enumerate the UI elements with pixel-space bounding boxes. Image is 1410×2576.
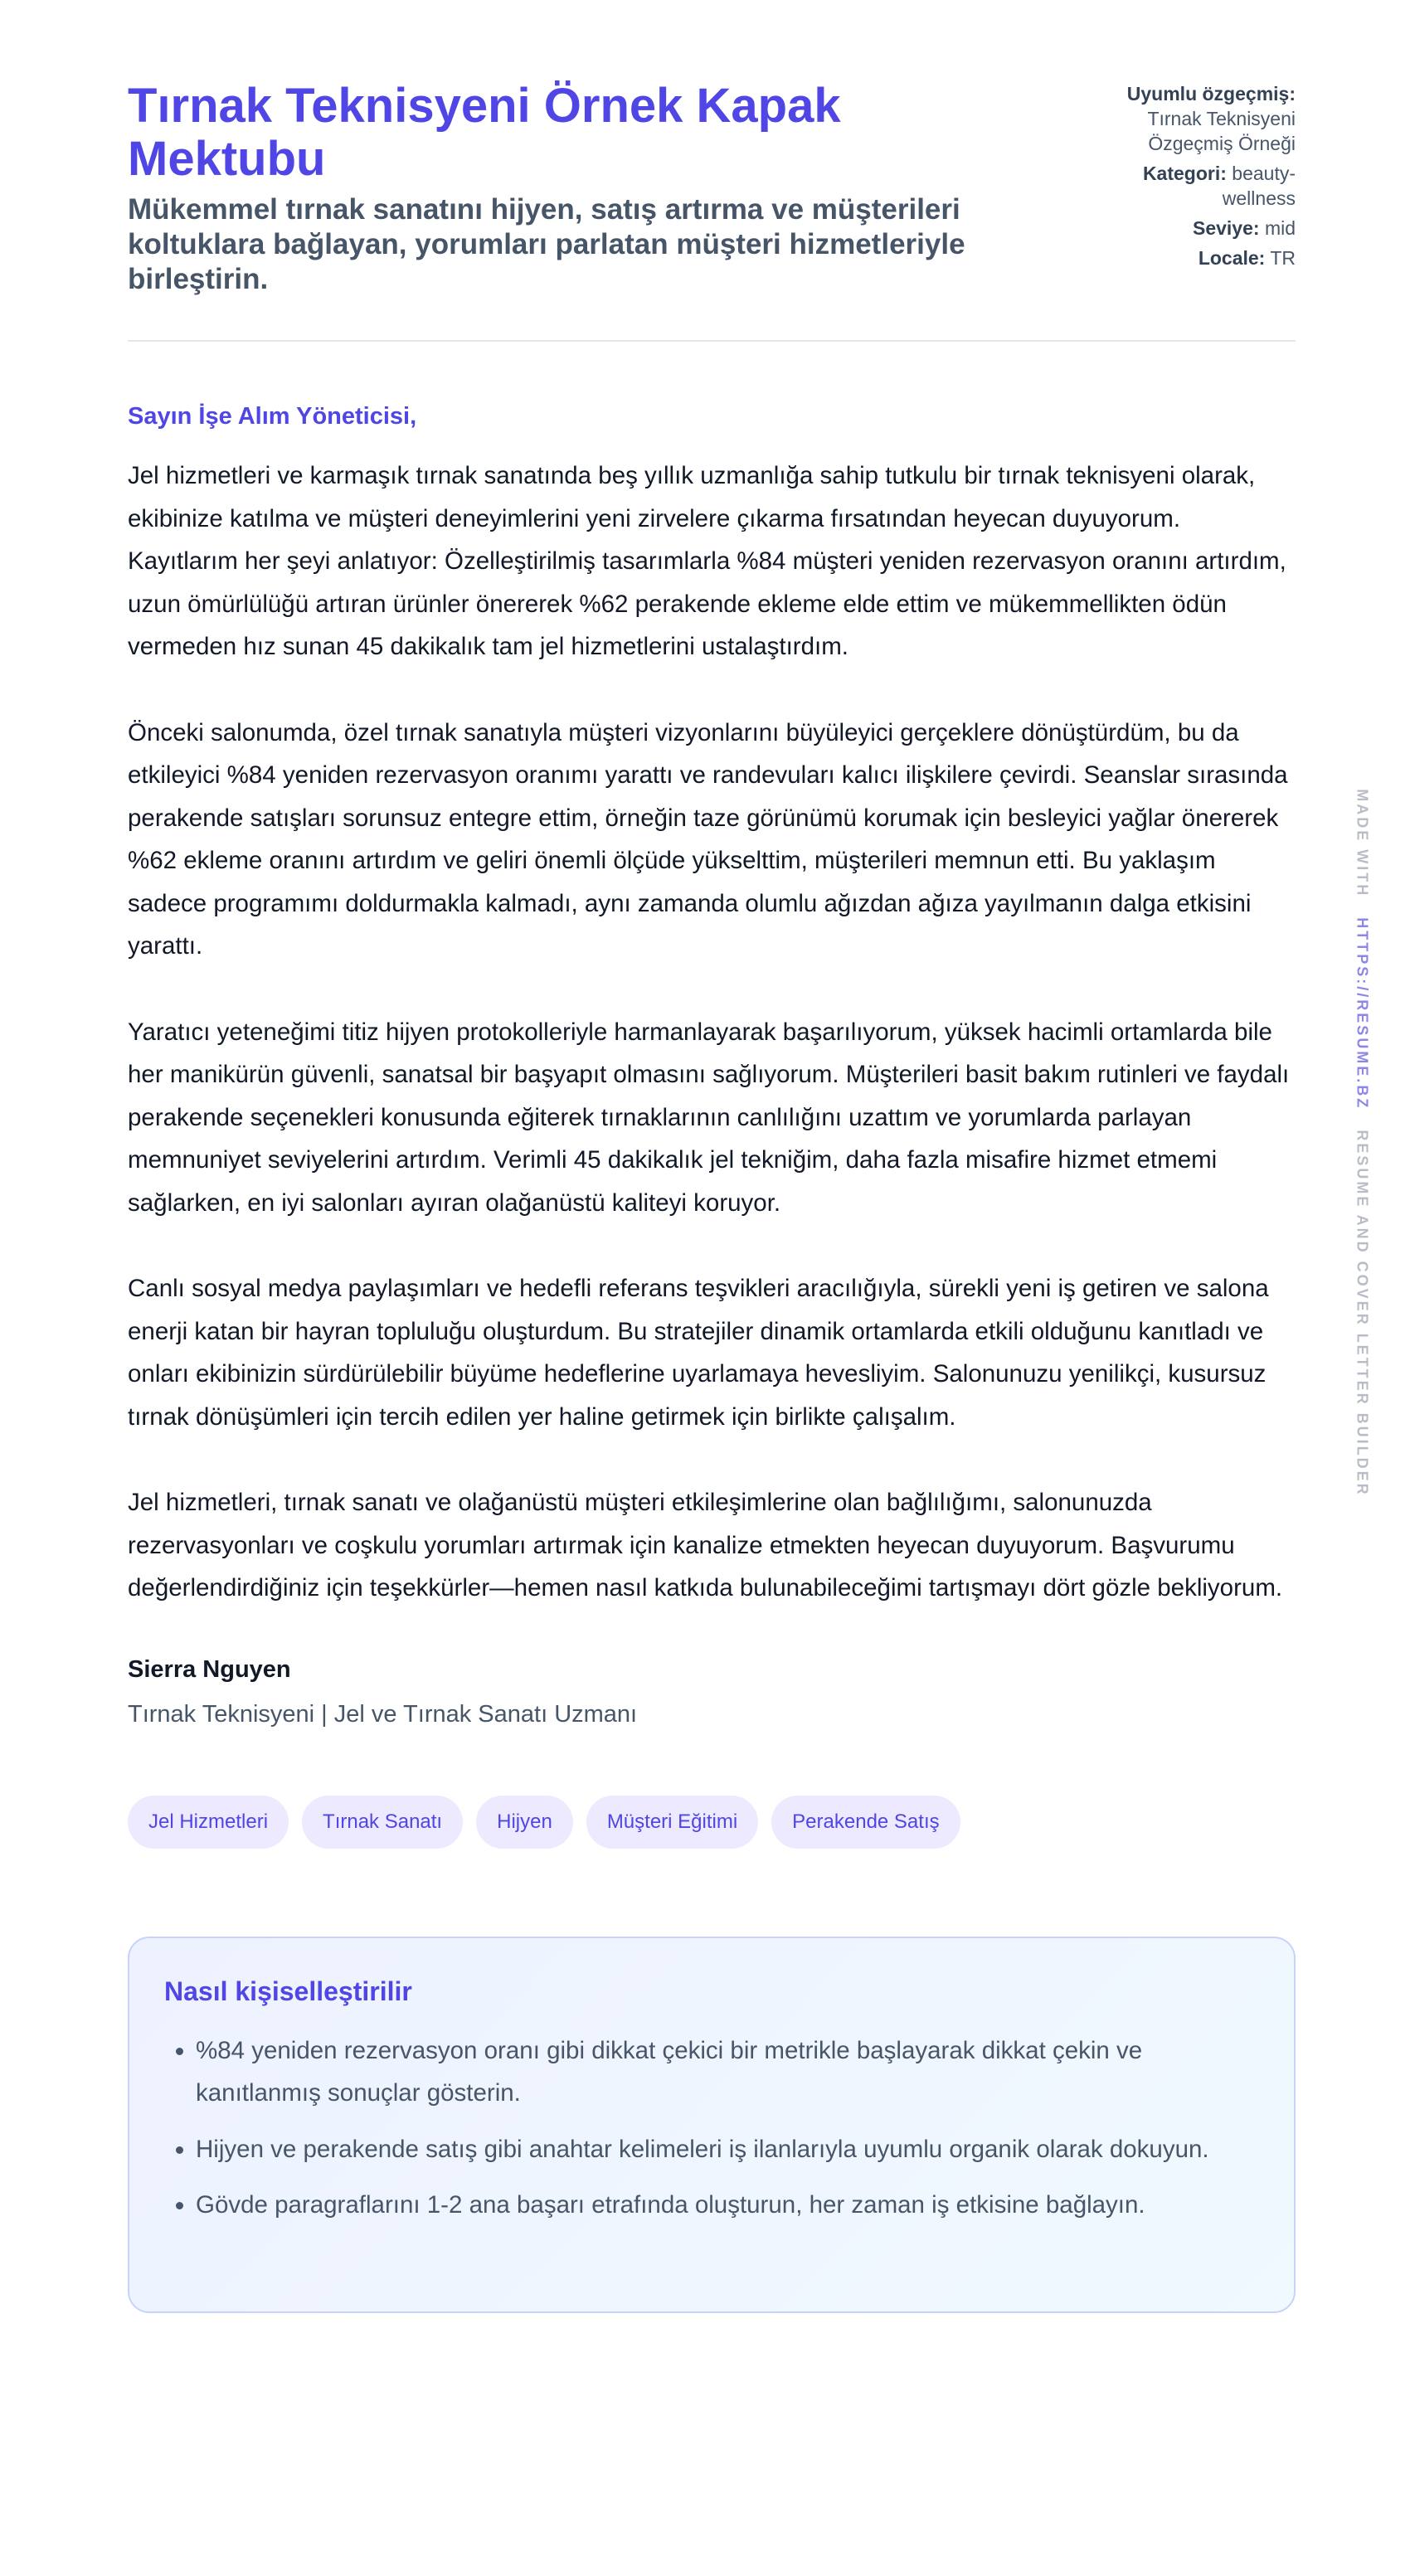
made-with-label xyxy=(1354,789,1371,1496)
skill-tag: Perakende Satış xyxy=(771,1796,960,1849)
tips-list xyxy=(164,2029,1259,2227)
skill-tag: Hijyen xyxy=(476,1796,573,1849)
letter-body xyxy=(128,454,1296,1610)
skill-tags xyxy=(128,1796,1296,1849)
meta-level-label: Seviye: xyxy=(1192,217,1260,239)
tip-item: • Hijyen ve perakende satış gibi anahtar kelimeleri iş ilanlarıyla uyumlu organik olarak dokuyun. xyxy=(196,2128,1259,2171)
letter-paragraph: Canlı sosyal medya paylaşımları ve hedefli referans teşvikleri aracılığıyla, sürekli yeni iş getiren ve salona enerji katan bir hayran topluluğu oluşturdum. Bu stratejiler dinamik ortamlarda etkili olduğunu kanıtladı ve onları ekibinizin sürdürülebilir büyüme hedeflerine uyarlamaya hevesliyim. Salonunuzu yenilikçi, kusursuz tırnak dönüşümleri için tercih edilen yer haline getirmek için birlikte çalışalım. xyxy=(128,1275,1269,1431)
meta-category xyxy=(1088,161,1296,211)
page-title: Tırnak Teknisyeni Örnek Kapak Mektubu xyxy=(128,79,841,186)
tip-item: • %84 yeniden rezervasyon oranı gibi dikkat çekici bir metrikle başlayarak dikkat çekin ve kanıtlanmış sonuçlar gösterin. xyxy=(196,2029,1259,2115)
meta-locale xyxy=(1088,245,1296,270)
letter-paragraph: Önceki salonumda, özel tırnak sanatıyla müşteri vizyonlarını büyüleyici gerçeklere dönüştürdüm, bu da etkileyici %84 yeniden rezervasyon oranımı yarattı ve randevuları kalıcı ilişkilere çevirdi. Seanslar sırasında perakende satışları sorunsuz entegre ettim, örneğin taze görünümü korumak için besleyici yağlar önererek %62 ekleme oranını artırdım ve geliri önemli ölçüde yükselttim, müşterileri memnun etti. Bu yaklaşım sadece programımı doldurmakla kalmadı, aynı zamanda olumlu ağızdan ağıza yayılmanın dalga etkisini yarattı. xyxy=(128,718,1288,960)
signature-name: Sierra Nguyen xyxy=(128,1655,291,1683)
page-subtitle: Mükemmel tırnak sanatını hijyen, satış artırma ve müşterileri koltuklara bağlayan, yorumları parlatan müşteri hizmetleriyle birleştirin. xyxy=(128,193,965,295)
signature-title: Tırnak Teknisyeni | Jel ve Tırnak Sanatı Uzmanı xyxy=(128,1700,638,1728)
made-with-prefix: MADE WITH xyxy=(1354,789,1371,898)
meta-level xyxy=(1088,216,1296,241)
made-with-suffix: RESUME AND COVER LETTER BUILDER xyxy=(1354,1130,1371,1497)
tip-item: • Gövde paragraflarını 1-2 ana başarı etrafında oluşturun, her zaman iş etkisine bağlayın. xyxy=(196,2184,1259,2227)
customization-tips xyxy=(128,1937,1296,2313)
meta-category-label: Kategori: xyxy=(1142,163,1227,184)
meta-panel xyxy=(1088,81,1296,275)
tips-title: Nasıl kişiselleştirilir xyxy=(164,1976,412,2006)
skill-tag: Müşteri Eğitimi xyxy=(586,1796,758,1849)
meta-level-value: mid xyxy=(1264,217,1296,239)
letter-greeting: Sayın İşe Alım Yöneticisi, xyxy=(128,403,417,430)
meta-resume-value[interactable]: Tırnak Teknisyeni Özgeçmiş Örneği xyxy=(1147,108,1296,154)
meta-category-value: beauty-wellness xyxy=(1222,163,1296,209)
skill-tag: Tırnak Sanatı xyxy=(302,1796,463,1849)
meta-locale-value: TR xyxy=(1270,247,1296,269)
letter-paragraph: Yaratıcı yeteneğimi titiz hijyen protokolleriyle harmanlayarak başarılıyorum, yüksek hacimli ortamlarda bile her manikürün güvenli, sanatsal bir başyapıt olmasını sağlıyorum. Müşterileri basit bakım rutinleri ve faydalı perakende seçenekleri konusunda eğiterek tırnaklarının canlılığını uzattım ve yorumlarda parlayan memnuniyet seviyelerini artırdım. Verimli 45 dakikalık jel tekniğim, daha fazla misafire hizmet etmemi sağlarken, en iyi salonları ayıran olağanüstü kaliteyi koruyor. xyxy=(128,1018,1290,1217)
meta-locale-label: Locale: xyxy=(1198,247,1266,269)
skill-tag: Jel Hizmetleri xyxy=(128,1796,289,1849)
letter-paragraph: Jel hizmetleri, tırnak sanatı ve olağanüstü müşteri etkileşimlerine olan bağlılığımı, salonunuzda rezervasyonları ve coşkulu yorumları artırmak için kanalize etmekten heyecan duyuyorum. Başvurumu değerlendirdiğiniz için teşekkürler—hemen nasıl katkıda bulunabileceğimi tartışmayı dört gözle bekliyorum. xyxy=(128,1489,1283,1601)
letter-paragraph: Jel hizmetleri ve karmaşık tırnak sanatında beş yıllık uzmanlığa sahip tutkulu bir tırnak teknisyeni olarak, ekibinize katılma ve müşteri deneyimlerini yeni zirvelere çıkarma fırsatından heyecan duyuyorum. Kayıtlarım her şeyi anlatıyor: Özelleştirilmiş tasarımlarla %84 müşteri yeniden rezervasyon oranını artırdım, uzun ömürlülüğü artıran ürünler önererek %62 perakende ekleme elde ettim ve mükemmellikten ödün vermeden hız sunan 45 dakikalık tam jel hizmetlerini ustalaştırdım. xyxy=(128,462,1286,660)
meta-resume-label: Uyumlu özgeçmiş: xyxy=(1126,83,1296,104)
resume-bz-link[interactable]: HTTPS://RESUME.BZ xyxy=(1354,917,1371,1111)
cover-letter-page xyxy=(128,0,1296,2313)
header xyxy=(128,0,1296,342)
meta-resume xyxy=(1088,81,1296,156)
signature xyxy=(128,1653,1296,1731)
